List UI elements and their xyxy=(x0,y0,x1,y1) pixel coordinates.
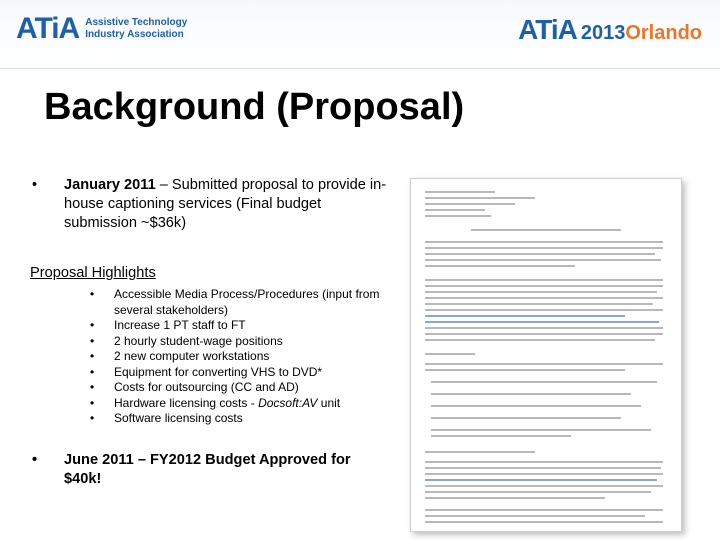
bullet-bold-lead: January 2011 xyxy=(64,177,156,193)
sub-bullet-marker: • xyxy=(90,318,95,332)
list-item-text: Equipment for converting VHS to DVD* xyxy=(114,364,323,379)
atia-2013-mark: ATiA xyxy=(518,14,577,45)
doc-line xyxy=(425,297,663,299)
atia-2013-logo xyxy=(518,16,702,45)
doc-line xyxy=(425,285,663,287)
bullet-text: June 2011 – FY2012 Budget Approved for $40k! xyxy=(64,451,351,487)
atia-2013-year: 2013 xyxy=(580,22,626,44)
doc-line xyxy=(425,327,663,329)
slide-header xyxy=(0,0,720,69)
doc-line xyxy=(425,521,663,523)
doc-line xyxy=(425,451,535,453)
doc-line xyxy=(425,473,663,475)
sub-bullet-marker: • xyxy=(90,395,95,410)
doc-line xyxy=(425,467,661,469)
doc-line xyxy=(431,393,631,395)
doc-line xyxy=(425,191,495,193)
list-item-text: Accessible Media Process/Procedures (input from several stakeholders) xyxy=(114,287,380,317)
doc-line xyxy=(431,417,621,419)
doc-line xyxy=(425,241,663,243)
sub-bullet-marker: • xyxy=(90,287,95,301)
list-item-text: Increase 1 PT staff to FT xyxy=(114,318,246,332)
doc-line xyxy=(425,339,655,341)
doc-line xyxy=(431,435,571,437)
doc-line xyxy=(471,229,621,231)
doc-line xyxy=(425,479,657,481)
atia-logo-mark: ATiA xyxy=(16,12,80,45)
doc-line xyxy=(425,515,645,517)
list-item xyxy=(90,334,420,350)
bullet-june-2011 xyxy=(30,451,390,489)
doc-line xyxy=(425,369,625,371)
list-item-text: Hardware licensing costs - xyxy=(114,395,259,410)
bullet-january-2011 xyxy=(30,176,390,233)
proposal-highlights-heading: Proposal Highlights xyxy=(30,265,156,281)
atia-logo-tagline xyxy=(85,17,187,41)
doc-line xyxy=(425,461,663,463)
highlights-list xyxy=(90,287,420,427)
doc-line xyxy=(425,353,475,355)
doc-line xyxy=(425,509,663,511)
bullet-marker: • xyxy=(32,177,38,193)
list-item-text: 2 new computer workstations xyxy=(114,349,270,363)
doc-line xyxy=(425,259,661,261)
doc-line xyxy=(425,491,651,493)
doc-line xyxy=(425,363,663,365)
doc-line xyxy=(425,203,515,205)
doc-line xyxy=(425,315,625,317)
list-item xyxy=(90,396,420,412)
atia-logo-line1: Assistive Technology xyxy=(85,17,188,28)
doc-line xyxy=(425,291,657,293)
list-item-text: Software licensing costs xyxy=(114,411,243,425)
list-item xyxy=(90,287,420,318)
atia-logo-line2: Industry Association xyxy=(85,29,184,40)
doc-line xyxy=(425,253,655,255)
bullet-text: – Submitted proposal to provide in-house captioning services (Final budget submission ~$36k) xyxy=(64,177,387,231)
list-item xyxy=(90,411,420,427)
doc-line xyxy=(425,279,663,281)
slide-body xyxy=(30,176,390,489)
atia-logo xyxy=(16,14,187,44)
doc-line xyxy=(425,265,575,267)
sub-bullet-marker: • xyxy=(90,333,95,348)
list-item xyxy=(90,318,420,334)
doc-line xyxy=(431,381,657,383)
sub-bullet-marker: • xyxy=(90,349,95,363)
bullet-marker: • xyxy=(32,451,38,468)
slide-title: Background (Proposal) xyxy=(44,86,465,128)
doc-line xyxy=(425,333,663,335)
doc-line xyxy=(425,485,663,487)
sub-bullet-marker: • xyxy=(90,380,95,394)
list-item xyxy=(90,349,420,365)
proposal-document-image xyxy=(410,178,682,532)
doc-line xyxy=(431,429,651,431)
sub-bullet-marker: • xyxy=(90,411,95,425)
doc-line xyxy=(425,309,663,311)
list-item-text: Costs for outsourcing (CC and AD) xyxy=(114,380,299,394)
doc-line xyxy=(425,209,485,211)
doc-line xyxy=(425,215,491,217)
doc-line xyxy=(425,321,659,323)
atia-2013-city: Orlando xyxy=(625,22,702,44)
doc-line xyxy=(431,405,641,407)
doc-line xyxy=(425,497,605,499)
doc-line xyxy=(425,247,663,249)
list-item xyxy=(90,365,420,381)
sub-bullet-marker: • xyxy=(90,364,95,379)
list-item-text: 2 hourly student-wage positions xyxy=(114,333,283,348)
list-item xyxy=(90,380,420,396)
doc-line xyxy=(425,197,535,199)
doc-line xyxy=(425,303,653,305)
list-item-tail: unit xyxy=(317,395,341,410)
list-item-italic: Docsoft:AV xyxy=(258,395,318,410)
